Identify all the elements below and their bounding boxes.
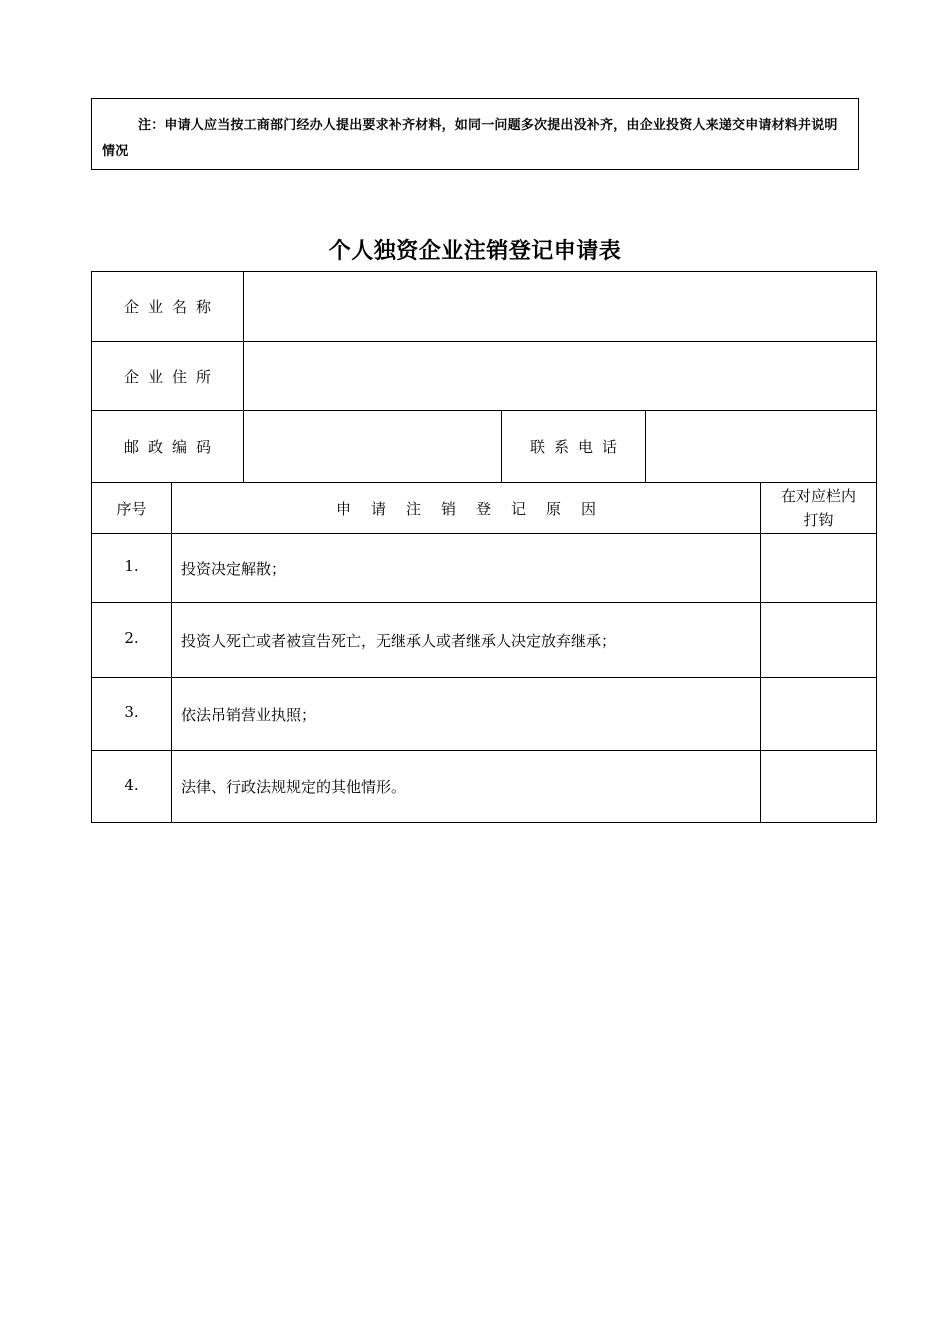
table-row-number [91,750,172,823]
row-4-number: 4. [124,775,139,794]
table-row-reason [171,750,761,823]
company-name-field[interactable] [243,271,877,342]
check-header-label: 在对应栏内打钩 [780,487,856,529]
reason-header-label: 申请注销登记原因 [335,499,616,518]
postal-code-field[interactable] [243,410,502,483]
postal-code-label-cell [91,410,244,483]
row-2-check-box[interactable] [760,602,877,678]
notice-text: 注：申请人应当按工商部门经办人提出要求补齐材料，如同一问题多次提出没补齐，由企业投资人来递交申请材料并说明情况 [102,118,838,159]
company-name-label: 企业名称 [123,298,220,316]
company-name-label-cell [91,271,244,342]
table-row-number [91,533,172,603]
row-1-check-box[interactable] [760,533,877,603]
row-2-number: 2. [124,629,139,647]
table-row-reason [171,602,761,678]
notice-box [91,98,859,170]
number-header-label: 序号 [116,499,147,518]
table-row-reason [171,533,761,603]
company-address-label: 企业住所 [123,367,220,386]
deregistration-form [91,271,877,823]
company-address-label-cell [91,341,244,411]
table-row-number [91,677,172,751]
row-2-reason: 投资人死亡或者被宣告死亡，无继承人或者继承人决定放弃继承； [181,631,617,650]
row-3-check-box[interactable] [760,677,877,751]
postal-code-label: 邮政编码 [123,438,220,456]
phone-label: 联系电话 [529,438,626,456]
phone-field[interactable] [645,410,877,483]
row-3-reason: 依法吊销营业执照； [181,705,317,724]
row-3-number: 3. [124,703,139,721]
phone-label-cell [501,410,646,483]
number-header [91,482,172,534]
table-row-reason [171,677,761,751]
row-1-number: 1. [124,557,139,575]
company-address-field[interactable] [243,341,877,411]
form-title: 个人独资企业注销登记申请表 [328,239,622,264]
row-4-check-box[interactable] [760,750,877,823]
table-row-number [91,602,172,678]
row-1-reason: 投资决定解散； [181,559,287,578]
row-4-reason: 法律、行政法规规定的其他情形。 [181,778,407,796]
reason-header [171,482,761,534]
check-header [760,482,877,534]
